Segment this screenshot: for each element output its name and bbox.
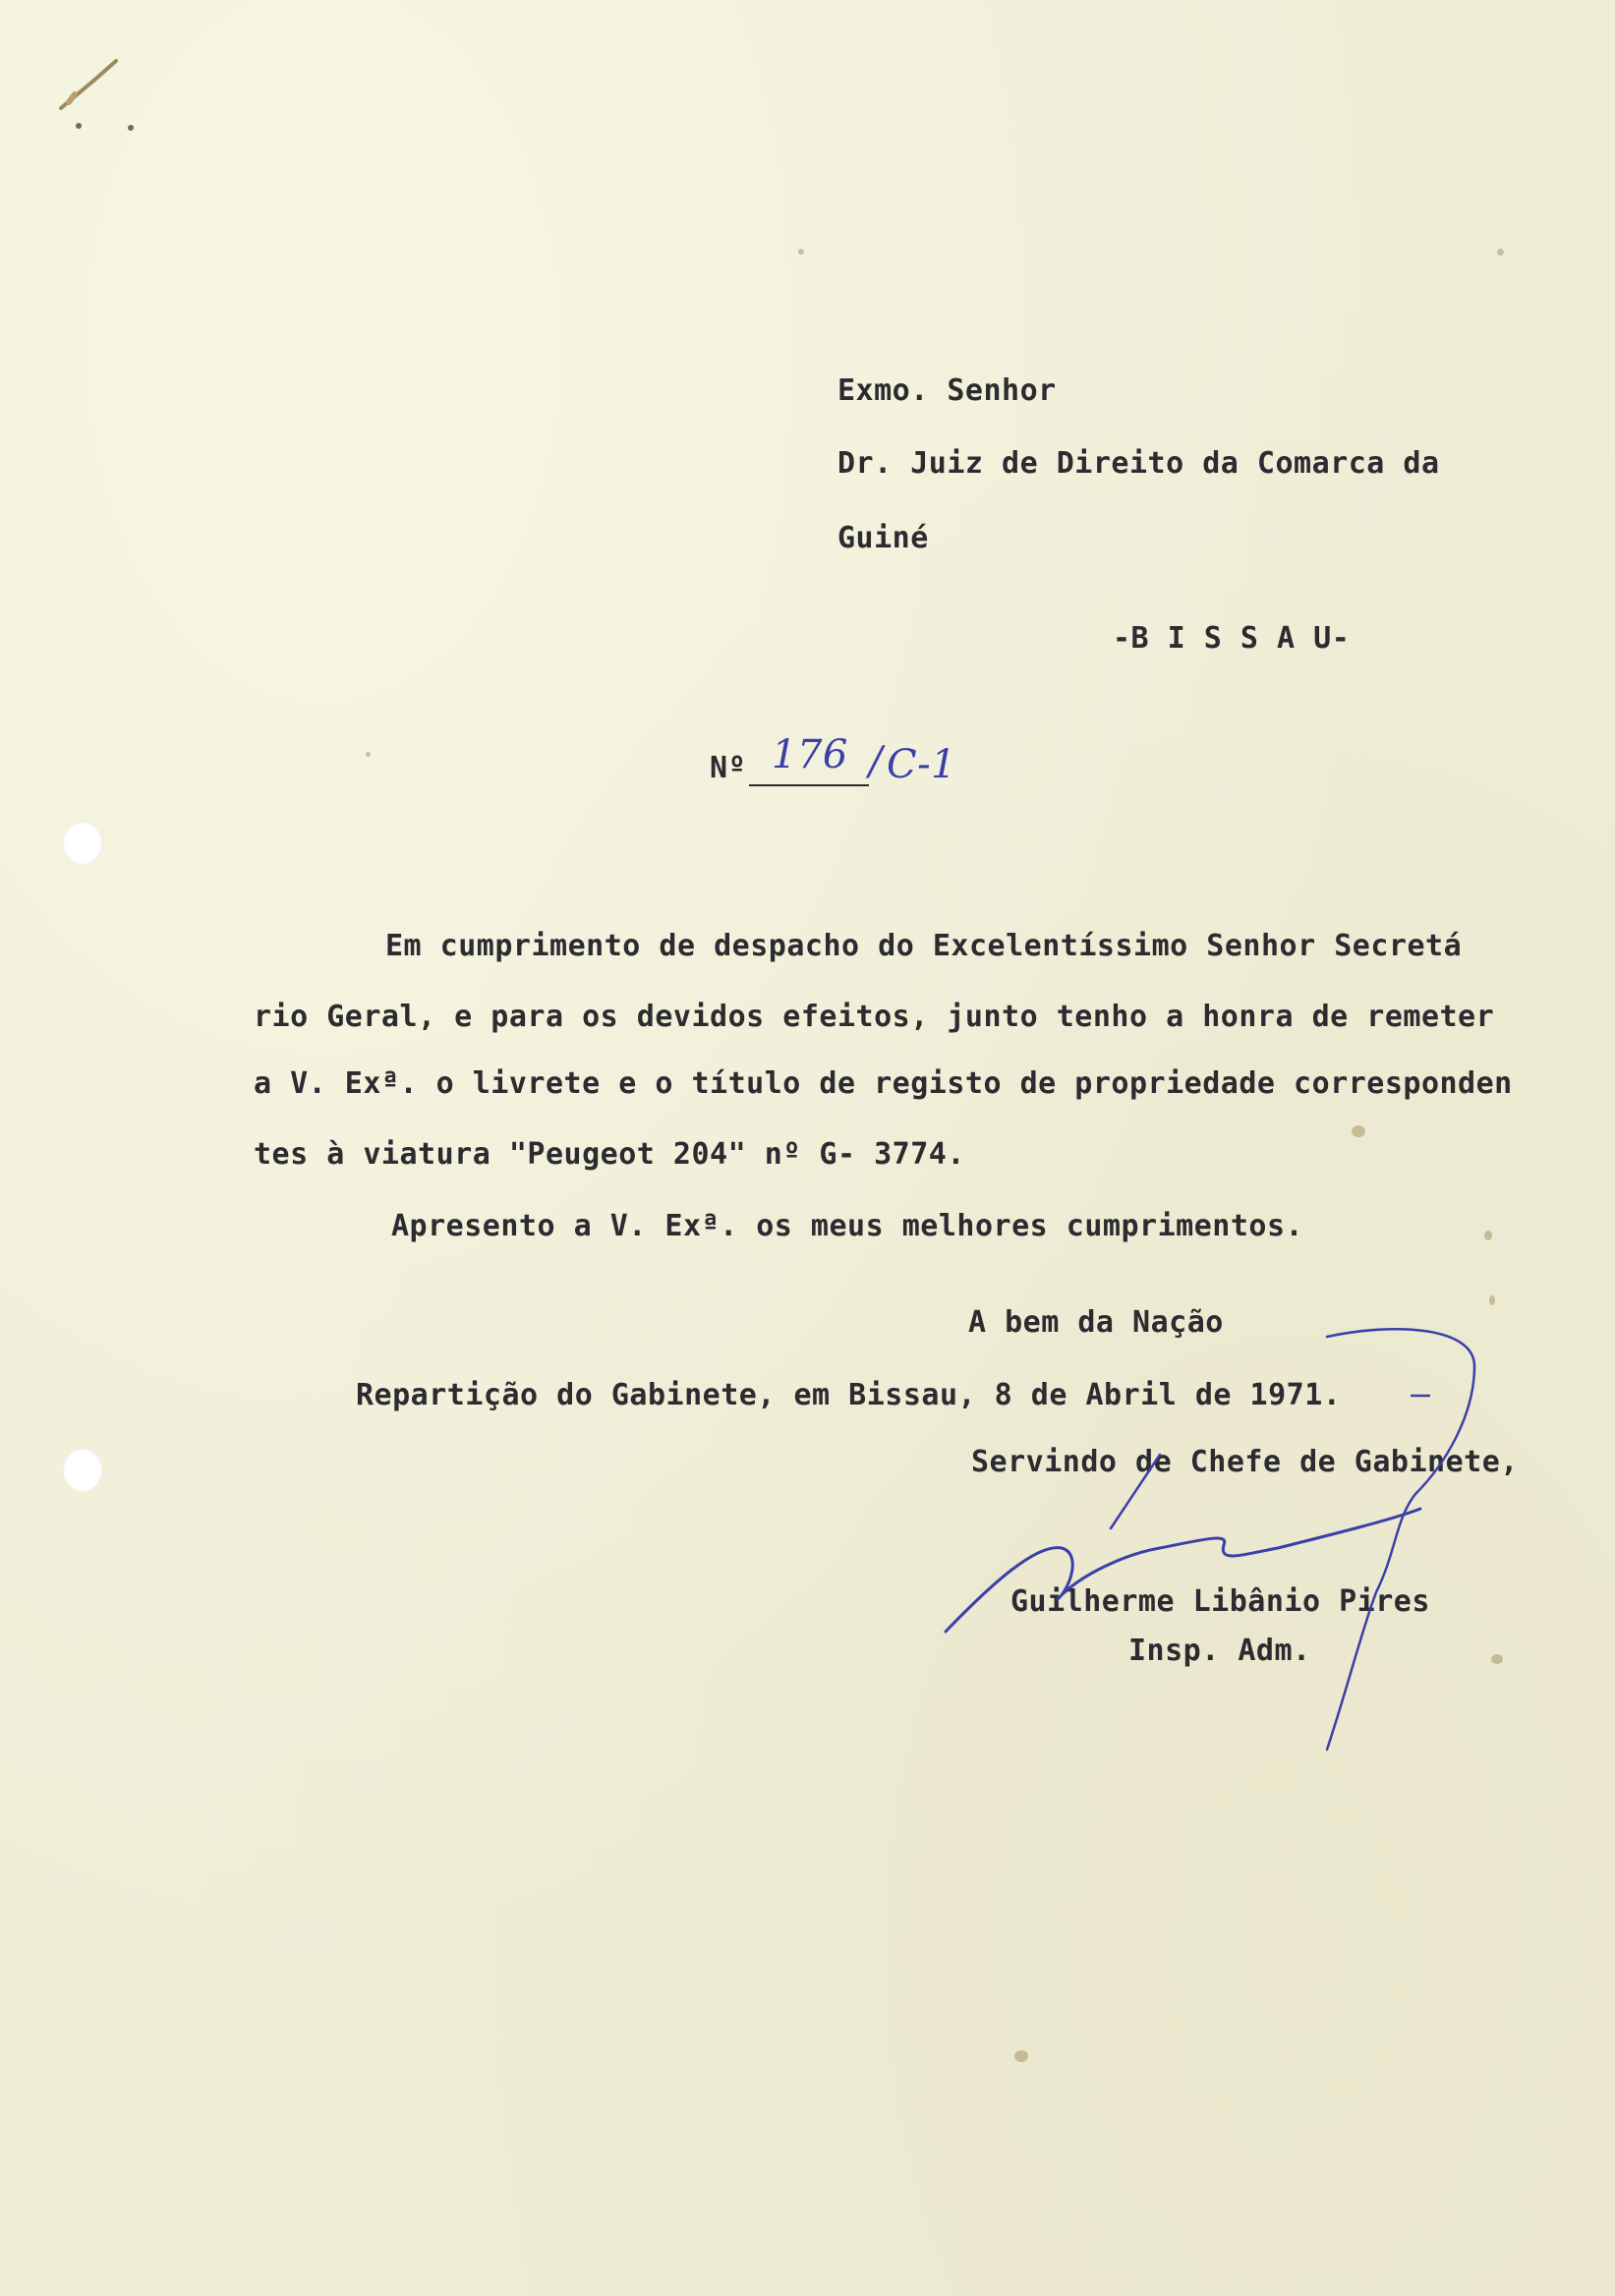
city: -B I S S A U- bbox=[1113, 621, 1351, 656]
closing-formula: A bem da Nação bbox=[968, 1305, 1224, 1340]
body-line-2: rio Geral, e para os devidos efeitos, junto tenho a honra de remeter bbox=[254, 1000, 1495, 1034]
body-line-1: Em cumprimento de despacho do Excelentíssimo Senhor Secretá bbox=[385, 929, 1463, 963]
body-line-5: Apresento a V. Exª. os meus melhores cumprimentos. bbox=[391, 1209, 1304, 1243]
reference-suffix: C-1 bbox=[887, 742, 957, 787]
addressee-line-1: Dr. Juiz de Direito da Comarca da bbox=[837, 446, 1440, 481]
signatory-title: Insp. Adm. bbox=[1128, 1634, 1311, 1668]
signatory-name: Guilherme Libânio Pires bbox=[1010, 1584, 1430, 1619]
addressee-line-2: Guiné bbox=[837, 521, 929, 555]
reference-separator: / bbox=[869, 739, 883, 784]
body-line-4: tes à viatura "Peugeot 204" nº G- 3774. bbox=[254, 1137, 965, 1172]
reference-prefix: Nº bbox=[710, 751, 747, 785]
body-line-3: a V. Exª. o livrete e o título de registo de propriedade corresponden bbox=[254, 1066, 1513, 1101]
reference-number: 176 bbox=[772, 732, 848, 777]
salutation: Exmo. Senhor bbox=[837, 373, 1057, 408]
place-date: Repartição do Gabinete, em Bissau, 8 de Abril de 1971. bbox=[356, 1378, 1342, 1412]
signatory-role: Servindo de Chefe de Gabinete, bbox=[971, 1445, 1519, 1479]
